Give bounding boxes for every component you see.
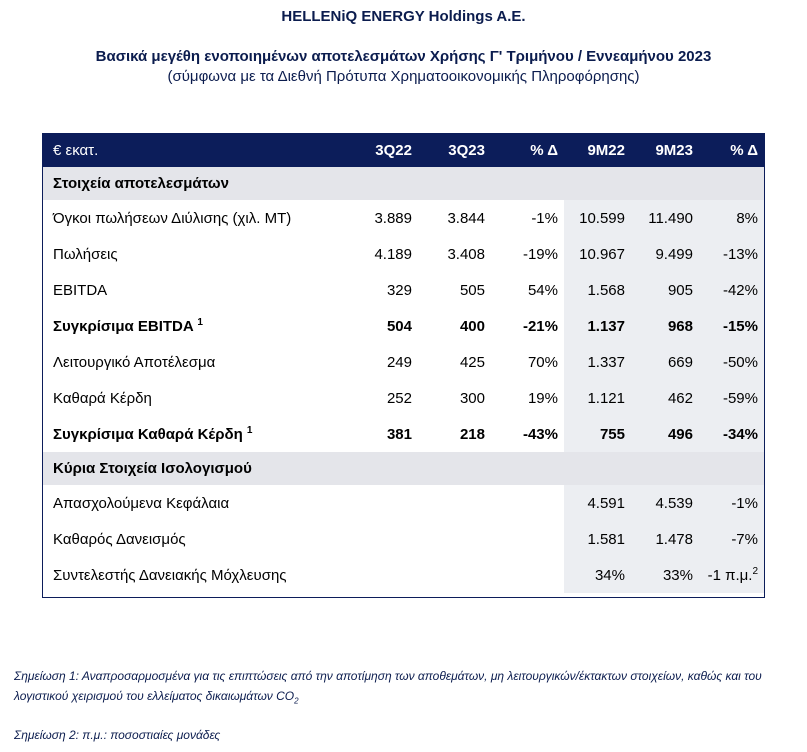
column-header-3q23: 3Q23 <box>448 142 485 159</box>
cell-value: 218 <box>459 425 485 443</box>
footnote-ref: 2 <box>752 566 758 577</box>
column-header-q-change: % Δ <box>530 142 558 159</box>
row-label-text: Καθαρός Δανεισμός <box>53 530 186 548</box>
table-cell <box>564 200 631 236</box>
table-row <box>43 485 764 521</box>
table-cell <box>344 344 418 380</box>
table-cell <box>564 521 631 557</box>
row-label <box>43 200 344 236</box>
row-label <box>43 272 344 308</box>
column-header-9m22: 9M22 <box>587 142 625 159</box>
footnote-ref: 1 <box>246 425 253 436</box>
table-cell <box>418 485 491 521</box>
table-cell <box>418 521 491 557</box>
cell-value: 462 <box>667 389 693 407</box>
table-cell <box>491 236 564 272</box>
cell-value: 249 <box>386 353 412 371</box>
cell-value: 19% <box>527 389 558 407</box>
row-label-text: Όγκοι πωλήσεων Διύλισης (χιλ. MT) <box>53 209 292 227</box>
cell-value: 4.591 <box>587 494 625 512</box>
table-cell <box>564 272 631 308</box>
table-cell <box>699 272 764 308</box>
cell-value: 10.599 <box>579 209 625 227</box>
table-cell <box>418 308 491 344</box>
section-row-balance-sheet <box>43 452 764 485</box>
footnote-1-subscript: 2 <box>294 696 299 706</box>
table-cell <box>631 521 699 557</box>
cell-value: 905 <box>667 281 693 299</box>
company-name: HELLENiQ ENERGY Holdings A.E. <box>281 8 526 25</box>
table-cell <box>631 308 699 344</box>
table-row <box>43 308 764 344</box>
table-cell <box>564 380 631 416</box>
cell-value: 329 <box>386 281 412 299</box>
row-label <box>43 416 344 452</box>
table-cell <box>344 485 418 521</box>
cell-value: 252 <box>386 389 412 407</box>
table-cell <box>699 236 764 272</box>
table-cell <box>344 236 418 272</box>
footnote-2: Σημείωση 2: π.μ.: ποσοστιαίες μονάδες <box>14 728 221 743</box>
table-row <box>43 557 764 593</box>
table-cell <box>631 272 699 308</box>
column-header-unit: € εκατ. <box>53 142 99 159</box>
section-row-results <box>43 167 764 200</box>
table-row <box>43 521 764 557</box>
cell-value: 33% <box>662 566 693 584</box>
cell-value: 381 <box>386 425 412 443</box>
table-cell <box>564 308 631 344</box>
row-label <box>43 236 344 272</box>
cell-value: 1.337 <box>587 353 625 371</box>
table-cell <box>491 272 564 308</box>
cell-value: 669 <box>667 353 693 371</box>
table-cell <box>418 236 491 272</box>
table-cell <box>631 416 699 452</box>
cell-value: -1% <box>531 209 558 227</box>
table-cell <box>699 380 764 416</box>
cell-value: -42% <box>722 281 758 299</box>
table-row <box>43 416 764 452</box>
cell-value: -1 π.μ. <box>707 567 753 584</box>
column-header-9m23: 9M23 <box>655 142 693 159</box>
cell-value: 3.408 <box>447 245 485 263</box>
table-row <box>43 272 764 308</box>
table-cell <box>418 344 491 380</box>
table-cell <box>699 557 764 593</box>
report-title: Βασικά μεγέθη ενοποιημένων αποτελεσμάτων Χρήσης Γ' Τριμήνου / Εννεαμήνου 2023 <box>95 48 712 65</box>
row-label-text: Συγκρίσιμα EBITDA <box>53 318 194 335</box>
column-header-3q22: 3Q22 <box>375 142 412 159</box>
row-label <box>43 344 344 380</box>
cell-value: 10.967 <box>579 245 625 263</box>
table-cell <box>491 380 564 416</box>
cell-value: 1.137 <box>587 317 625 335</box>
row-label-text: EBITDA <box>53 281 108 299</box>
table-cell <box>491 308 564 344</box>
cell-value: -19% <box>522 245 558 263</box>
table-row <box>43 236 764 272</box>
cell-value: -50% <box>722 353 758 371</box>
table-cell <box>699 308 764 344</box>
table-cell <box>418 200 491 236</box>
cell-value: 1.568 <box>587 281 625 299</box>
cell-value: 425 <box>459 353 485 371</box>
table-cell <box>564 236 631 272</box>
table-cell <box>344 557 418 593</box>
table-cell <box>344 380 418 416</box>
column-header-9m-change: % Δ <box>730 142 758 159</box>
cell-value: -15% <box>722 317 758 335</box>
cell-value: -13% <box>722 245 758 263</box>
section-label: Στοιχεία αποτελεσμάτων <box>43 167 764 200</box>
table-cell <box>491 485 564 521</box>
cell-value: -21% <box>522 317 558 335</box>
table-cell <box>344 200 418 236</box>
table-cell <box>699 200 764 236</box>
cell-value: -1% <box>731 494 758 512</box>
table-cell <box>418 557 491 593</box>
row-label-text: Καθαρά Κέρδη <box>53 389 152 407</box>
table-cell <box>418 272 491 308</box>
table-cell <box>631 200 699 236</box>
table-cell <box>418 416 491 452</box>
row-label <box>43 521 344 557</box>
cell-value: 8% <box>736 209 758 227</box>
row-label-text: Συγκρίσιμα Καθαρά Κέρδη <box>53 426 243 443</box>
table-cell <box>491 416 564 452</box>
row-label <box>43 557 344 593</box>
table-cell <box>631 485 699 521</box>
row-label <box>43 485 344 521</box>
footnote-1 <box>14 666 794 711</box>
row-label <box>43 380 344 416</box>
table-cell <box>491 557 564 593</box>
cell-value: 505 <box>459 281 485 299</box>
table-header-row <box>43 134 764 167</box>
cell-value: 4.539 <box>655 494 693 512</box>
cell-value: 34% <box>594 566 625 584</box>
table-cell <box>344 521 418 557</box>
cell-value: 3.889 <box>374 209 412 227</box>
results-table-container <box>42 133 765 598</box>
table-cell <box>699 521 764 557</box>
cell-value: 70% <box>527 353 558 371</box>
table-cell <box>491 344 564 380</box>
table-cell <box>564 344 631 380</box>
cell-value: 300 <box>459 389 485 407</box>
footnote-ref: 1 <box>197 317 203 328</box>
cell-value: 400 <box>459 317 485 335</box>
table-cell <box>344 272 418 308</box>
row-label-text: Λειτουργικό Αποτέλεσμα <box>53 353 216 371</box>
cell-value: 1.478 <box>655 530 693 548</box>
table-cell <box>564 557 631 593</box>
table-cell <box>344 416 418 452</box>
footnotes <box>14 666 794 745</box>
results-table <box>43 134 764 593</box>
cell-value: -59% <box>722 389 758 407</box>
table-cell <box>699 485 764 521</box>
cell-value: 1.581 <box>587 530 625 548</box>
report-subtitle: (σύμφωνα με τα Διεθνή Πρότυπα Χρηματοοικονομικής Πληροφόρησης) <box>167 68 640 85</box>
row-label-text: Απασχολούμενα Κεφάλαια <box>53 494 230 512</box>
cell-value: -43% <box>522 425 558 443</box>
table-cell <box>699 344 764 380</box>
table-cell <box>344 308 418 344</box>
table-cell <box>564 485 631 521</box>
table-cell <box>564 416 631 452</box>
table-cell <box>491 200 564 236</box>
table-cell <box>631 344 699 380</box>
table-row <box>43 380 764 416</box>
table-cell <box>418 380 491 416</box>
table-cell <box>631 557 699 593</box>
cell-value: -34% <box>722 425 758 443</box>
footnote-1-text: Σημείωση 1: Αναπροσαρμοσμένα για τις επιπτώσεις από την αποτίμηση των αποθεμάτων, μη λειτουργικών/έκτακτων στοιχείων, καθώς και του λογιστικού χειρισμού του ελλείματος δικαιωμάτων CO <box>14 669 762 703</box>
cell-value: -7% <box>731 530 758 548</box>
cell-value: 11.490 <box>648 209 693 227</box>
table-cell <box>699 416 764 452</box>
table-cell <box>491 521 564 557</box>
cell-value: 755 <box>599 425 625 443</box>
row-label-text: Συντελεστής Δανειακής Μόχλευσης <box>53 566 287 584</box>
section-label: Κύρια Στοιχεία Ισολογισμού <box>43 452 764 485</box>
cell-value: 1.121 <box>587 389 625 407</box>
table-cell <box>631 236 699 272</box>
cell-value: 54% <box>527 281 558 299</box>
cell-value: 4.189 <box>374 245 412 263</box>
table-row <box>43 200 764 236</box>
table-row <box>43 344 764 380</box>
cell-value: 3.844 <box>447 209 485 227</box>
table-cell <box>631 380 699 416</box>
cell-value: 504 <box>386 317 412 335</box>
cell-value: 496 <box>667 425 693 443</box>
row-label-text: Πωλήσεις <box>53 245 118 263</box>
cell-value: 968 <box>667 317 693 335</box>
cell-value: 9.499 <box>655 245 693 263</box>
row-label <box>43 308 344 344</box>
